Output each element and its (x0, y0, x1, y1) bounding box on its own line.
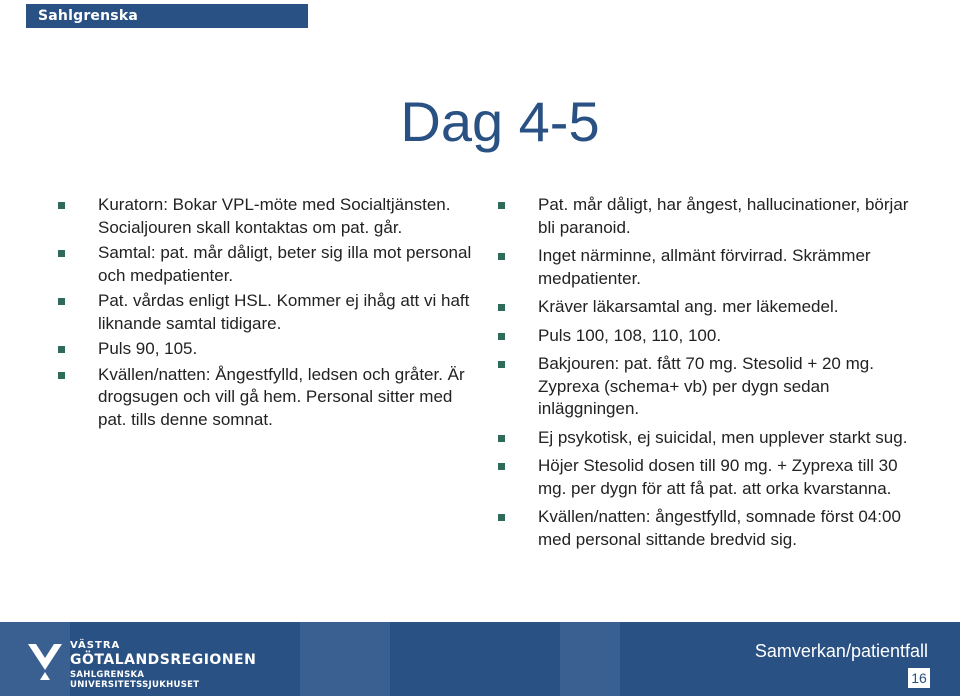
logo-line-1: VÄSTRA (70, 640, 121, 651)
list-item-text: Inget närminne, allmänt förvirrad. Skrämmer medpatienter. (538, 246, 871, 288)
list-item-text: Puls 100, 108, 110, 100. (538, 325, 722, 345)
list-item-text: Bakjouren: pat. fått 70 mg. Stesolid + 20 mg. Zyprexa (schema+ vb) per dygn sedan inläggningen. (538, 354, 874, 418)
logo-line-3: SAHLGRENSKA UNIVERSITETSSJUKHUSET (70, 670, 200, 690)
square-bullet-icon (498, 202, 505, 209)
slide-title: Dag 4-5 (400, 90, 600, 153)
square-bullet-icon (498, 253, 505, 260)
list-item-text: Kräver läkarsamtal ang. mer läkemedel. (538, 297, 839, 316)
list-item (494, 194, 914, 239)
square-bullet-icon (498, 514, 505, 521)
logo-line-2: GÖTALANDSREGIONEN (70, 652, 257, 668)
list-item-text: Pat. mår dåligt, har ångest, hallucinationer, börjar bli paranoid. (538, 195, 909, 237)
list-item-text: Höjer Stesolid dosen till 90 mg. + Zyprexa till 30 mg. per dygn för att få pat. att orka kvarstanna. (538, 456, 898, 498)
list-item-text: Ej psykotisk, ej suicidal, men upplever starkt sug. (538, 427, 908, 447)
list-item-text: Kuratorn: Bokar VPL-möte med Socialtjänsten. Socialjouren skall kontaktas om pat. går. (98, 195, 451, 237)
square-bullet-icon (498, 435, 505, 442)
list-item (494, 296, 914, 319)
square-bullet-icon (498, 304, 505, 311)
list-item-text: Samtal: pat. mår dåligt, beter sig illa mot personal och medpatienter. (98, 243, 472, 285)
square-bullet-icon (498, 361, 505, 368)
square-bullet-icon (58, 250, 65, 257)
square-bullet-icon (58, 298, 65, 305)
list-item (54, 290, 474, 335)
square-bullet-icon (58, 372, 65, 379)
square-bullet-icon (58, 346, 65, 353)
list-item (54, 242, 474, 287)
list-item (494, 455, 914, 500)
list-item (54, 194, 474, 239)
list-item (494, 353, 914, 421)
list-item (494, 325, 914, 348)
list-item-text: Kvällen/natten: ångestfylld, somnade först 04:00 med personal sittande bredvid sig. (538, 507, 901, 549)
footer-title: Samverkan/patientfall (754, 641, 928, 661)
list-item-text: Kvällen/natten: Ångestfylld, ledsen och gråter. Är drogsugen och vill gå hem. Personal sitter med pat. tills denne somnat. (98, 364, 465, 429)
header-banner: Sahlgrenska Universitetssjukhuset (26, 4, 308, 28)
list-item (54, 364, 474, 432)
list-item-text: Pat. vårdas enligt HSL. Kommer ej ihåg att vi haft liknande samtal tidigare. (98, 291, 470, 333)
square-bullet-icon (498, 333, 505, 340)
vastra-gotalandsregionen-logo (26, 640, 257, 690)
right-bullet-list (494, 194, 914, 557)
list-item (494, 245, 914, 290)
list-item-text: Puls 90, 105. (98, 339, 198, 358)
footer-stripe (560, 622, 620, 696)
square-bullet-icon (498, 463, 505, 470)
left-bullet-list (54, 194, 474, 434)
footer-stripe (300, 622, 390, 696)
square-bullet-icon (58, 202, 65, 209)
list-item (494, 427, 914, 450)
page-number: 16 (908, 668, 930, 688)
vastra-gotalandsregionen-logo-icon (26, 640, 64, 684)
list-item (54, 338, 474, 361)
list-item (494, 506, 914, 551)
